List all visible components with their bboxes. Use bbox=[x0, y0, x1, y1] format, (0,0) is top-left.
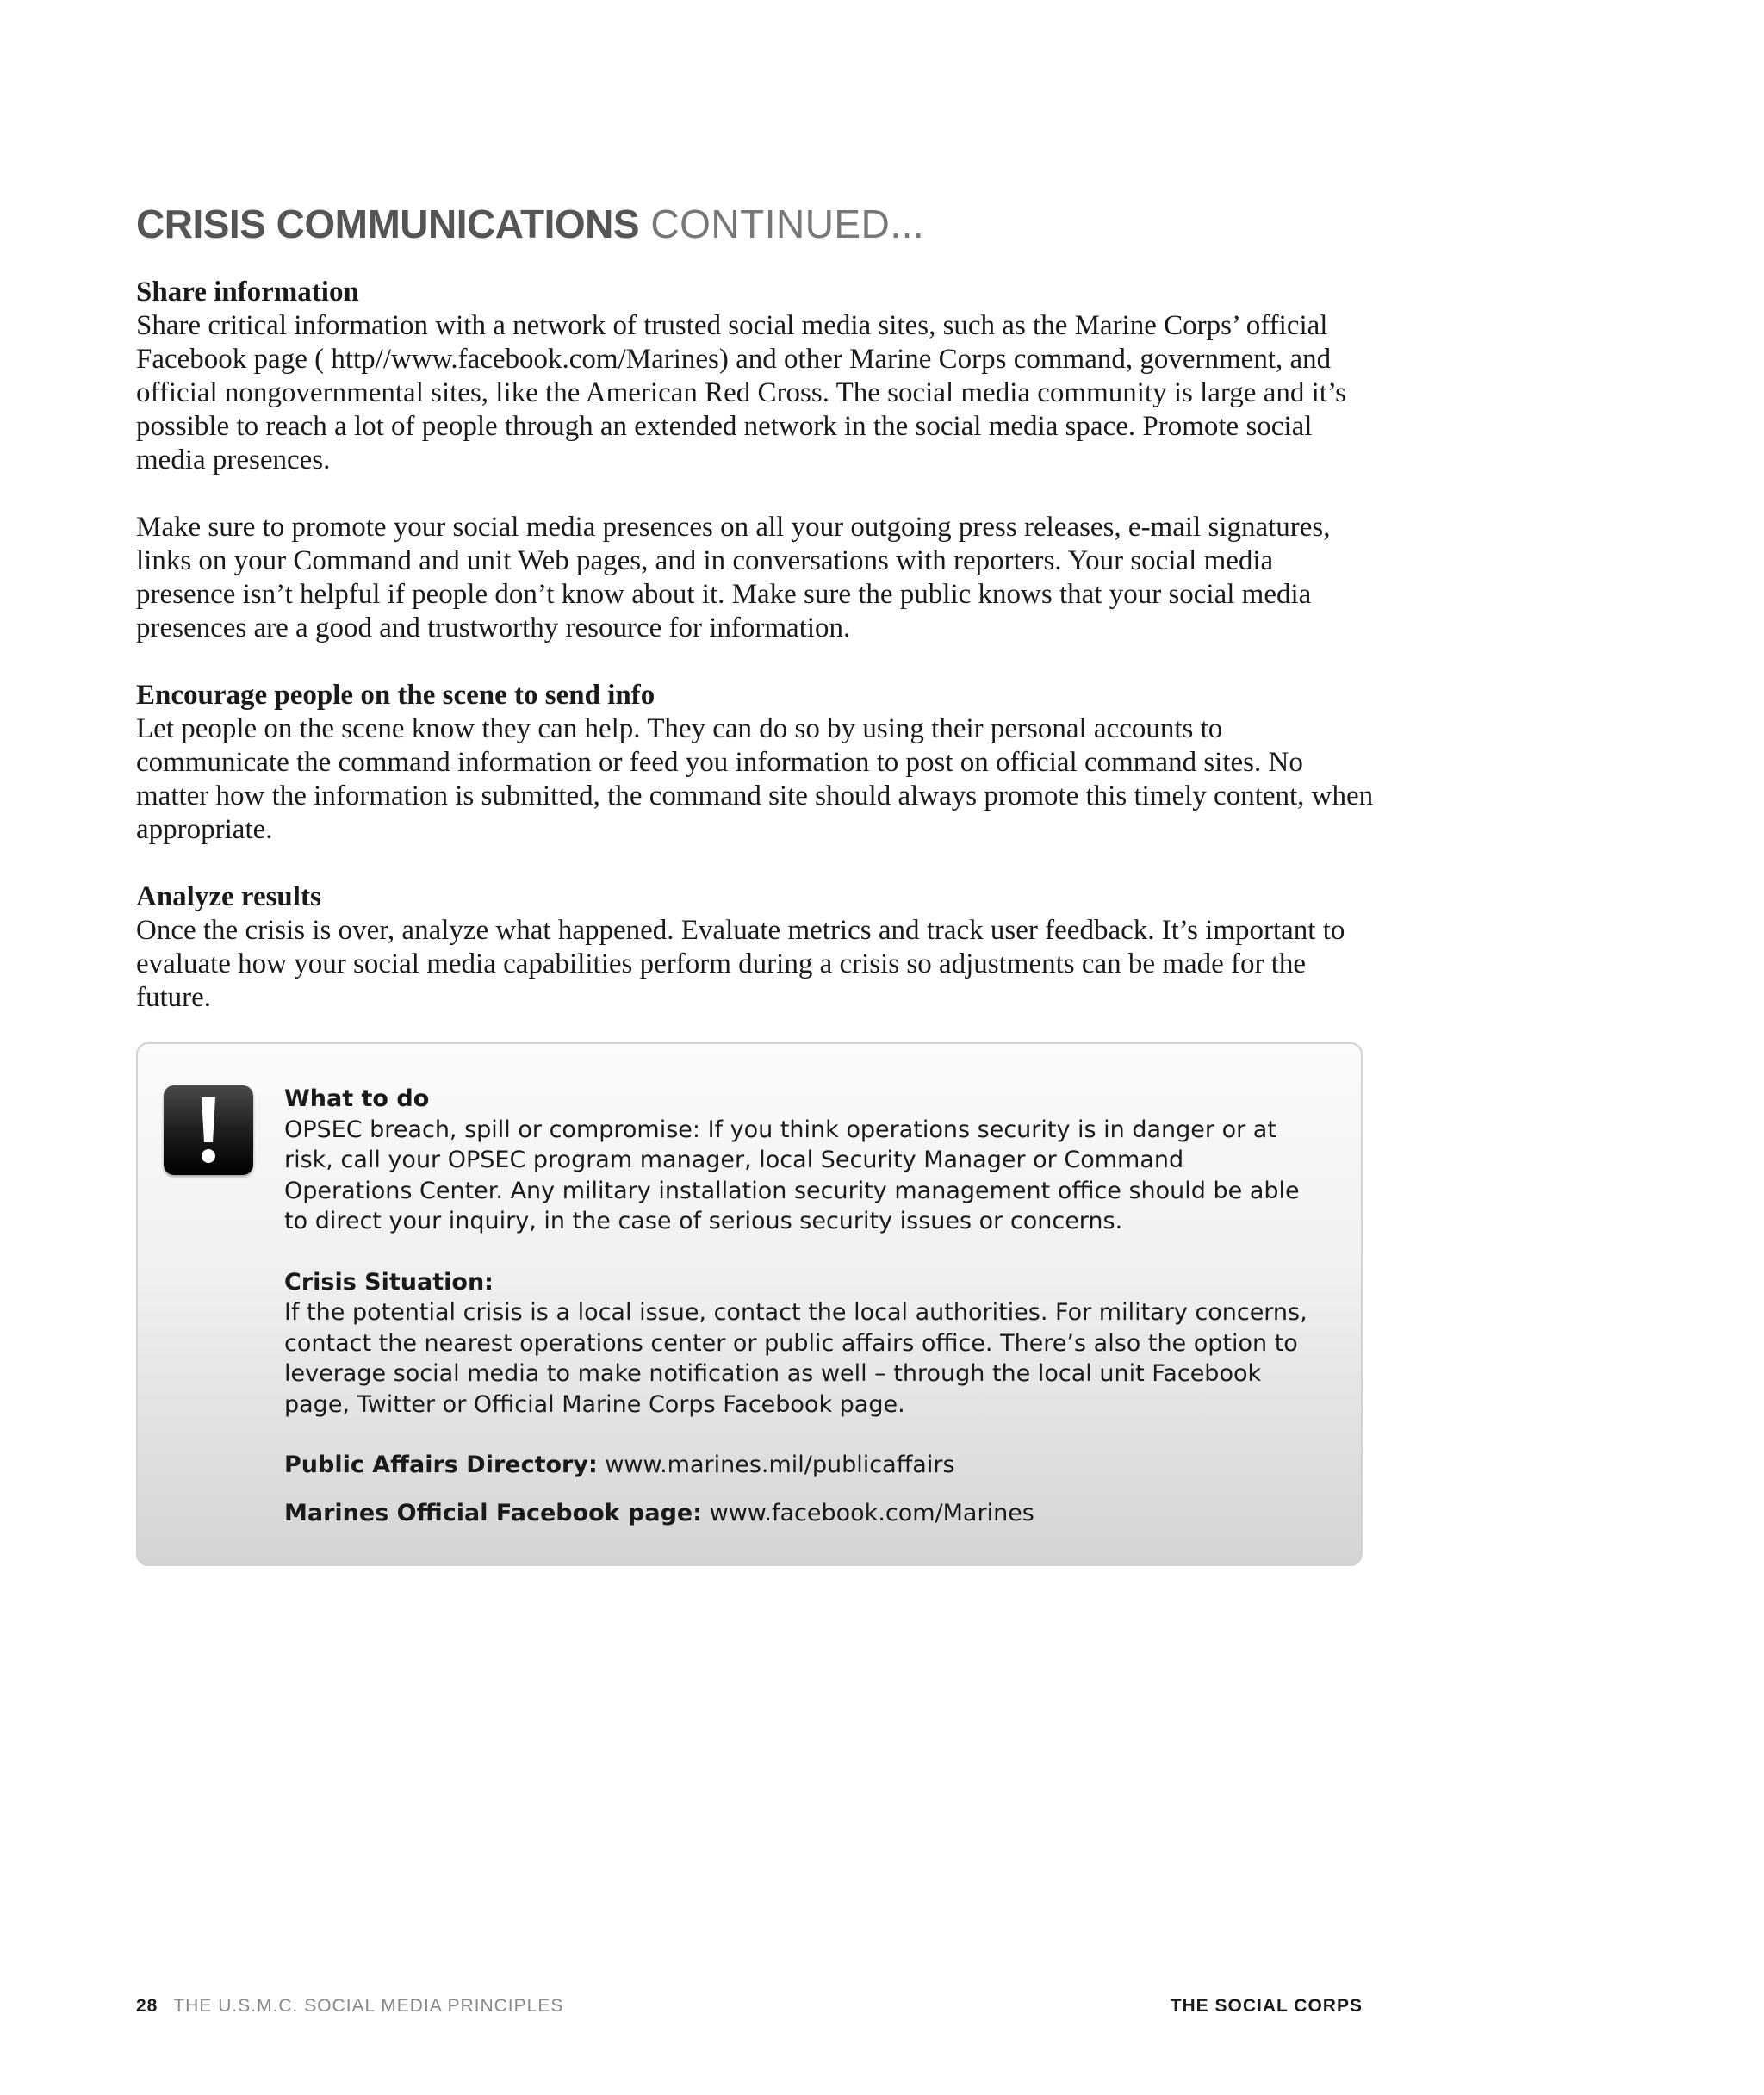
section-encourage-people bbox=[136, 679, 1376, 847]
exclamation-icon bbox=[164, 1085, 253, 1175]
facebook-label: Marines Official Facebook page: bbox=[284, 1499, 703, 1526]
footer-publication-title: THE U.S.M.C. SOCIAL MEDIA PRINCIPLES bbox=[173, 1996, 564, 2016]
footer-section-title: THE SOCIAL CORPS bbox=[1170, 1996, 1363, 2016]
section-paragraph: Let people on the scene know they can help. They can do so by using their personal accounts to communicate the command information or feed you information to post on official command sites. No matter how the information is submitted, the command site should always promote this timely content, when appropriate. bbox=[136, 713, 1374, 845]
facebook-link[interactable]: www.facebook.com/Marines bbox=[702, 1499, 1034, 1526]
section-title: Encourage people on the scene to send info bbox=[136, 680, 655, 711]
section-promote-presences bbox=[136, 511, 1376, 645]
section-analyze-results bbox=[136, 880, 1376, 1015]
what-to-do-title: What to do bbox=[284, 1085, 430, 1112]
crisis-situation-text: If the potential crisis is a local issue, contact the local authorities. For military concerns, contact the nearest operations center or public affairs office. There’s also the option to leverage social media to make notification as well – through the local unit Facebook page, Twitter or Official Marine Corps Facebook page. bbox=[284, 1299, 1307, 1418]
public-affairs-line bbox=[284, 1450, 1318, 1481]
what-to-do-text: OPSEC breach, spill or compromise: If you think operations security is in danger or at risk, call your OPSEC program manager, local Security Manager or Command Operations Center. Any military installation security management office should be able to direct your inquiry, in the case of serious security issues or concerns. bbox=[284, 1116, 1300, 1234]
heading-continued: CONTINUED... bbox=[639, 202, 925, 246]
section-share-information bbox=[136, 276, 1376, 477]
heading-bold: CRISIS COMMUNICATIONS bbox=[136, 202, 640, 246]
public-affairs-link[interactable]: www.marines.mil/publicaffairs bbox=[597, 1452, 955, 1478]
public-affairs-label: Public Affairs Directory: bbox=[284, 1452, 598, 1478]
section-title: Share information bbox=[136, 277, 359, 308]
body-text bbox=[136, 276, 1376, 1048]
callout-box bbox=[136, 1042, 1363, 1566]
page-heading bbox=[136, 200, 924, 248]
section-paragraph: Make sure to promote your social media presences on all your outgoing press releases, e-mail signatures, links on your Command and unit Web pages, and in conversations with reporters. Your social media presence isn’t helpful if people don’t know about it. Make sure the public knows that your social media presences are a good and trustworthy resource for information. bbox=[136, 512, 1331, 643]
section-paragraph: Once the crisis is over, analyze what happened. Evaluate metrics and track user feedback. It’s important to evaluate how your social media capabilities perform during a crisis so adjustments can be made for the future. bbox=[136, 915, 1345, 1013]
section-paragraph: Share critical information with a network of trusted social media sites, such as the Marine Corps’ official Facebook page ( http//www.facebook.com/Marines) and other Marine Corps command, government, and official nongovernmental sites, like the American Red Cross. The social media community is large and it’s possible to reach a lot of people through an extended network in the social media space. Promote social media presences. bbox=[136, 310, 1346, 476]
callout-text bbox=[284, 1084, 1318, 1545]
page-number: 28 bbox=[136, 1996, 158, 2016]
crisis-situation-title: Crisis Situation: bbox=[284, 1268, 494, 1296]
crisis-situation-block bbox=[284, 1267, 1318, 1420]
facebook-line bbox=[284, 1498, 1318, 1529]
footer-left bbox=[136, 1995, 563, 2017]
what-to-do-block bbox=[284, 1084, 1318, 1237]
section-title: Analyze results bbox=[136, 881, 321, 912]
